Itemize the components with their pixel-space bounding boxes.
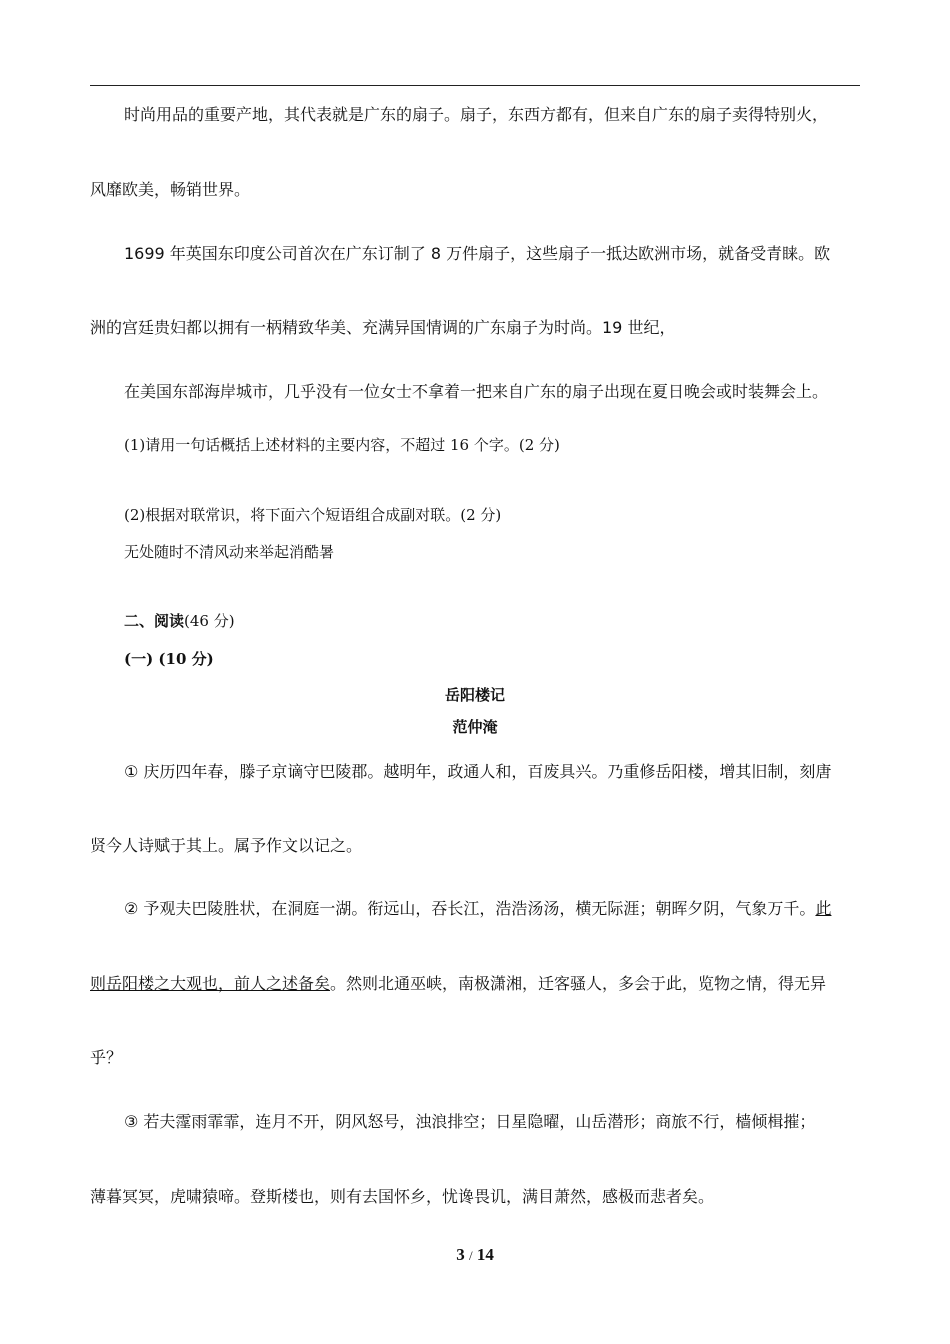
poem-author: 范仲淹 <box>452 718 498 736</box>
total-pages: 14 <box>476 1245 494 1264</box>
paragraph-2-line-2 <box>90 973 860 995</box>
paragraph-2-line-3: 乎？ <box>90 1048 123 1067</box>
question-1: (1)请用一句话概括上述材料的主要内容，不超过 16 个字。(2 分) <box>124 436 560 454</box>
material-line-3: 1699 年英国东印度公司首次在广东订制了 8 万件扇子，这些扇子一抵达欧洲市场，就备受青睐。欧 <box>124 244 831 263</box>
subsection-title: (一) (10 分) <box>124 650 214 668</box>
question-2: (2)根据对联常识，将下面六个短语组合成副对联。(2 分) <box>124 506 502 524</box>
underlined-text-start: 此 <box>815 899 832 918</box>
header-rule <box>90 85 860 86</box>
phrase-list: 无处随时不清风动来举起消酷暑 <box>124 543 335 561</box>
section-title-label: 二、阅读 <box>124 612 185 630</box>
underlined-sentence: 则岳阳楼之大观也，前人之述备矣 <box>90 974 331 993</box>
paragraph-2-line-2-text: 。然则北通巫峡，南极潇湘，迁客骚人，多会于此，览物之情，得无异 <box>330 974 827 993</box>
paragraph-1-line-1: ① 庆历四年春，滕子京谪守巴陵郡。越明年，政通人和，百废具兴。乃重修岳阳楼，增其旧制，刻唐 <box>124 762 832 781</box>
paragraph-3-line-2: 薄暮冥冥，虎啸猿啼。登斯楼也，则有去国怀乡，忧谗畏讥，满目萧然，感极而悲者矣。 <box>90 1187 715 1206</box>
current-page: 3 <box>456 1245 465 1264</box>
poem-title: 岳阳楼记 <box>444 686 505 704</box>
material-line-5: 在美国东部海岸城市，几乎没有一位女士不拿着一把来自广东的扇子出现在夏日晚会或时装舞会上。 <box>124 382 829 401</box>
section-title-score: (46 分) <box>184 612 235 630</box>
paragraph-2-line-1 <box>124 898 894 920</box>
page-number <box>0 1245 950 1265</box>
paragraph-3-line-1: ③ 若夫霪雨霏霏，连月不开，阴风怒号，浊浪排空；日星隐曜，山岳潜形；商旅不行，樯倾楫摧； <box>124 1112 816 1131</box>
page-separator: / <box>468 1248 473 1263</box>
section-title <box>124 610 894 632</box>
material-line-1: 时尚用品的重要产地，其代表就是广东的扇子。扇子，东西方都有，但来自广东的扇子卖得特别火， <box>124 105 829 124</box>
paragraph-2-line-1-text: ② 予观夫巴陵胜状，在洞庭一湖。衔远山，吞长江，浩浩汤汤，横无际涯；朝晖夕阴，气象万千。 <box>124 899 816 918</box>
material-line-4: 洲的宫廷贵妇都以拥有一柄精致华美、充满异国情调的广东扇子为时尚。19 世纪， <box>90 318 676 337</box>
paragraph-1-line-2: 贤今人诗赋于其上。属予作文以记之。 <box>90 836 363 855</box>
material-line-2: 风靡欧美，畅销世界。 <box>90 180 251 199</box>
